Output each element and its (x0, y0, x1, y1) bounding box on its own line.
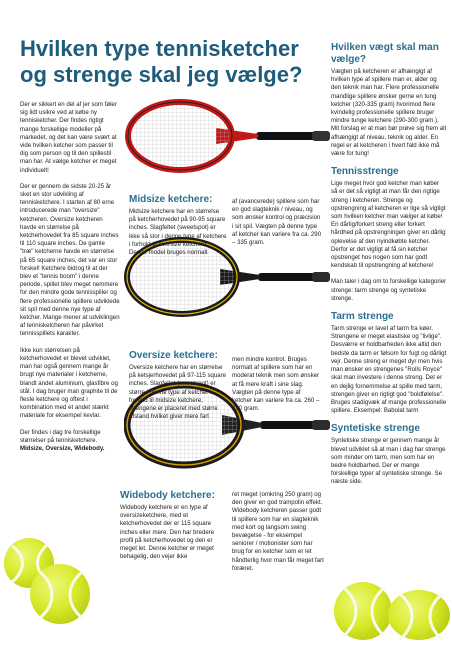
strings-section (331, 166, 447, 303)
synthetic-text: Syntetiske strenge er gennem mange år blevet udviklet så at man i dag har strenge som minder om tarm, men som har en bedre holdbarhed. Der er mange forskellige typer af syntetiske strenge. Se næste side. (331, 437, 446, 486)
right-column (331, 42, 447, 495)
strings-text-2: Man taler i dag om to forskellige kategorier strenge: tarm strenge og syntetiske strenge. (331, 278, 447, 302)
weight-section (331, 42, 447, 158)
intro-column (20, 101, 120, 453)
oversize-heading: Oversize ketchere: (129, 350, 218, 361)
find-sizes-paragraph (20, 429, 120, 454)
midsize-heading: Midsize ketchere: (129, 194, 213, 205)
tennis-ball-icon (30, 564, 90, 624)
find-sizes-text: Der findes i dag tre forskellige størrelser på tennisketchere. (20, 428, 101, 444)
widebody-continued: ret meget (omkring 250 gram) og den giver en god trampolin effekt. Widebody ketcheren passer godt til spillere som har en slagteknik med kort og langsom swing bevægelse - for eksempel seniorer / motionister som har brug for en ketcher som er let håndterlig hvor man får meget fart foræret. (232, 491, 324, 572)
oversize-text: Oversize ketchere har en størrelse på ketsjerhovedet på 97-115 square inches. Slagfeltet (sweetspot) er større i denne type af ketcher i forhold til midsize ketchere, strengene er placeret med større afstand hvilket giver mere fart (129, 364, 227, 421)
intro-paragraph-1: Der er sikkert en del af jer som føler sig lidt usikre ved at købe ny tennisketcher. Der findes rigtigt mange forskellige modeller på markedet, og det kan være svært at vide hvilken ketcher som passer til dig som person og til den spillestil man har. At vælge ketcher er meget individuelt! (20, 101, 117, 174)
find-sizes-bold: Midsize, Oversize, Widebody. (20, 444, 105, 452)
tennis-racket-icon (124, 96, 334, 174)
weight-heading: Hvilken vægt skal man vælge? (331, 42, 439, 65)
weight-text: Vægten på ketcheren er afhængigt af hvilken type af spillere man er, alder og den teknik man har. Flere professionelle mandlige spillere ønsker gerne en tung ketcher (320-335 gram) hvorimod flere kvindelig professionelle spillere bruger mindre tunge ketchere (290-300 gram.). Mit forslag er at man bør prøve sig frem alt afhængigt af niveau, teknik og alder. En regel er at ketcheren i hvert fald ikke må være for tung! (331, 68, 447, 158)
midsize-text: Midsize ketchere har en størrelse på ketcherhovedet på 90-95 square inches. Slagfeltet (sweetspot) er ikke så stor i denne type af ketchere i forhold til oversize ketchere. Denne model bruges normalt (129, 208, 227, 257)
gut-heading: Tarm strenge (331, 311, 394, 323)
widebody-text: Widebody ketchere er en type af oversizeketchere, med et ketcherhovedet der er 115 square inches eller mere. Den har bredere profil på ketcherhovedet og den er meget let. Denne ketcher er meget behagelig, den vejer ikke (120, 504, 215, 561)
tennis-ball-icon (334, 582, 392, 640)
strings-text: Lige meget hvor god ketcher man køber så er det så vigtigt at man får den rigtige streng i ketcheren. Strenge og opstrengning af ketcheren er lige så vigtigt som hvilken ketcher man vælger at købe! En dårlig/forkert streng eller forkert hårdhed på opstrengningen giver en dårlig oplevelse af den nyindkøbte ketcher. Derfor er det vigtigt at få sin ketcher opstrenget hos nogen som har godt kendskab til opstrengning af ketchere! (331, 180, 446, 270)
gut-section (331, 311, 447, 415)
intro-paragraph-3: Ikke kun størrelsen på ketcherhovedet er blevet udviklet, man har også gennem mange år brugt nye materialer i ketcherne, blandt andet aluminium, glasfibre og stål. I dag bruger man graphite til de fleste ketchere og oftest i kombination med et andet stærkt materiale for eksempel kevlar. (20, 346, 118, 420)
widebody-section (120, 490, 223, 561)
strings-heading: Tennisstrenge (331, 166, 399, 178)
oversize-continued: men mindre kontrol. Bruges normalt af spillere som har en moderat teknik men som ønsker at få mere kraft i sine slag. Vægten på denne type af ketcher kan variere fra ca. 260 – 330 gram. (232, 356, 320, 413)
tennis-ball-icon (388, 590, 450, 640)
intro-paragraph-2: Der er gennem de sidste 20-25 år sket en stor udvikling af tennisketchere. I starten af 80 erne introducerede man "oversize" ketcheren. Oversize ketcheren havde en størrelse på ketcherhovedet fra 85 square inches til 110 square inches. De gamle "træ" ketcherne havde en størrelse på 65 square inches, det var en stor forskel! Ketchere bidrog til at der blev et "tennis boom" i denne periode, spillet blev meget nemmere for den mindre gode tennisspiller og flere professionelle spillere udviklede sit spil med denne nye type af ketcher. Mange mener at udviklingen af tennisketcheren har påvirket tennisspillets karakter. (20, 182, 120, 338)
midsize-continued: af (avancerede) spillere som har en god slagteknik / niveau, og som ønsker kontrol og præcision i sit spil. Vægten på denne type af ketcher kan variere fra ca. 290 – 335 gram. (232, 198, 322, 247)
gut-text: Tarm strenge er lavet af tarm fra køer. Strengene er meget elastiske og "livlige". Desværre er holdbarheden ikke altid den bedste da tarm er følsom for fugt og dårligt vejr. Denne streng er meget dyr men hvis man ønsker en strengenes "Rolls Royce" skal man investere i denne streng. Det er en dejlig fornemmelse at spille med tarm, strengen giver en rigtigt god "boldfølelse". Bruges stadigvæk af mange professionelle spillere. Eksempel: Babolat tarm (331, 325, 447, 415)
oversize-section (129, 350, 227, 421)
midsize-section (129, 194, 227, 257)
synthetic-section (331, 423, 447, 486)
page-title: Hvilken type tennisketcher og strenge skal jeg vælge? (20, 36, 303, 87)
synthetic-heading: Syntetiske strenge (331, 423, 420, 435)
widebody-heading: Widebody ketchere: (120, 490, 215, 501)
